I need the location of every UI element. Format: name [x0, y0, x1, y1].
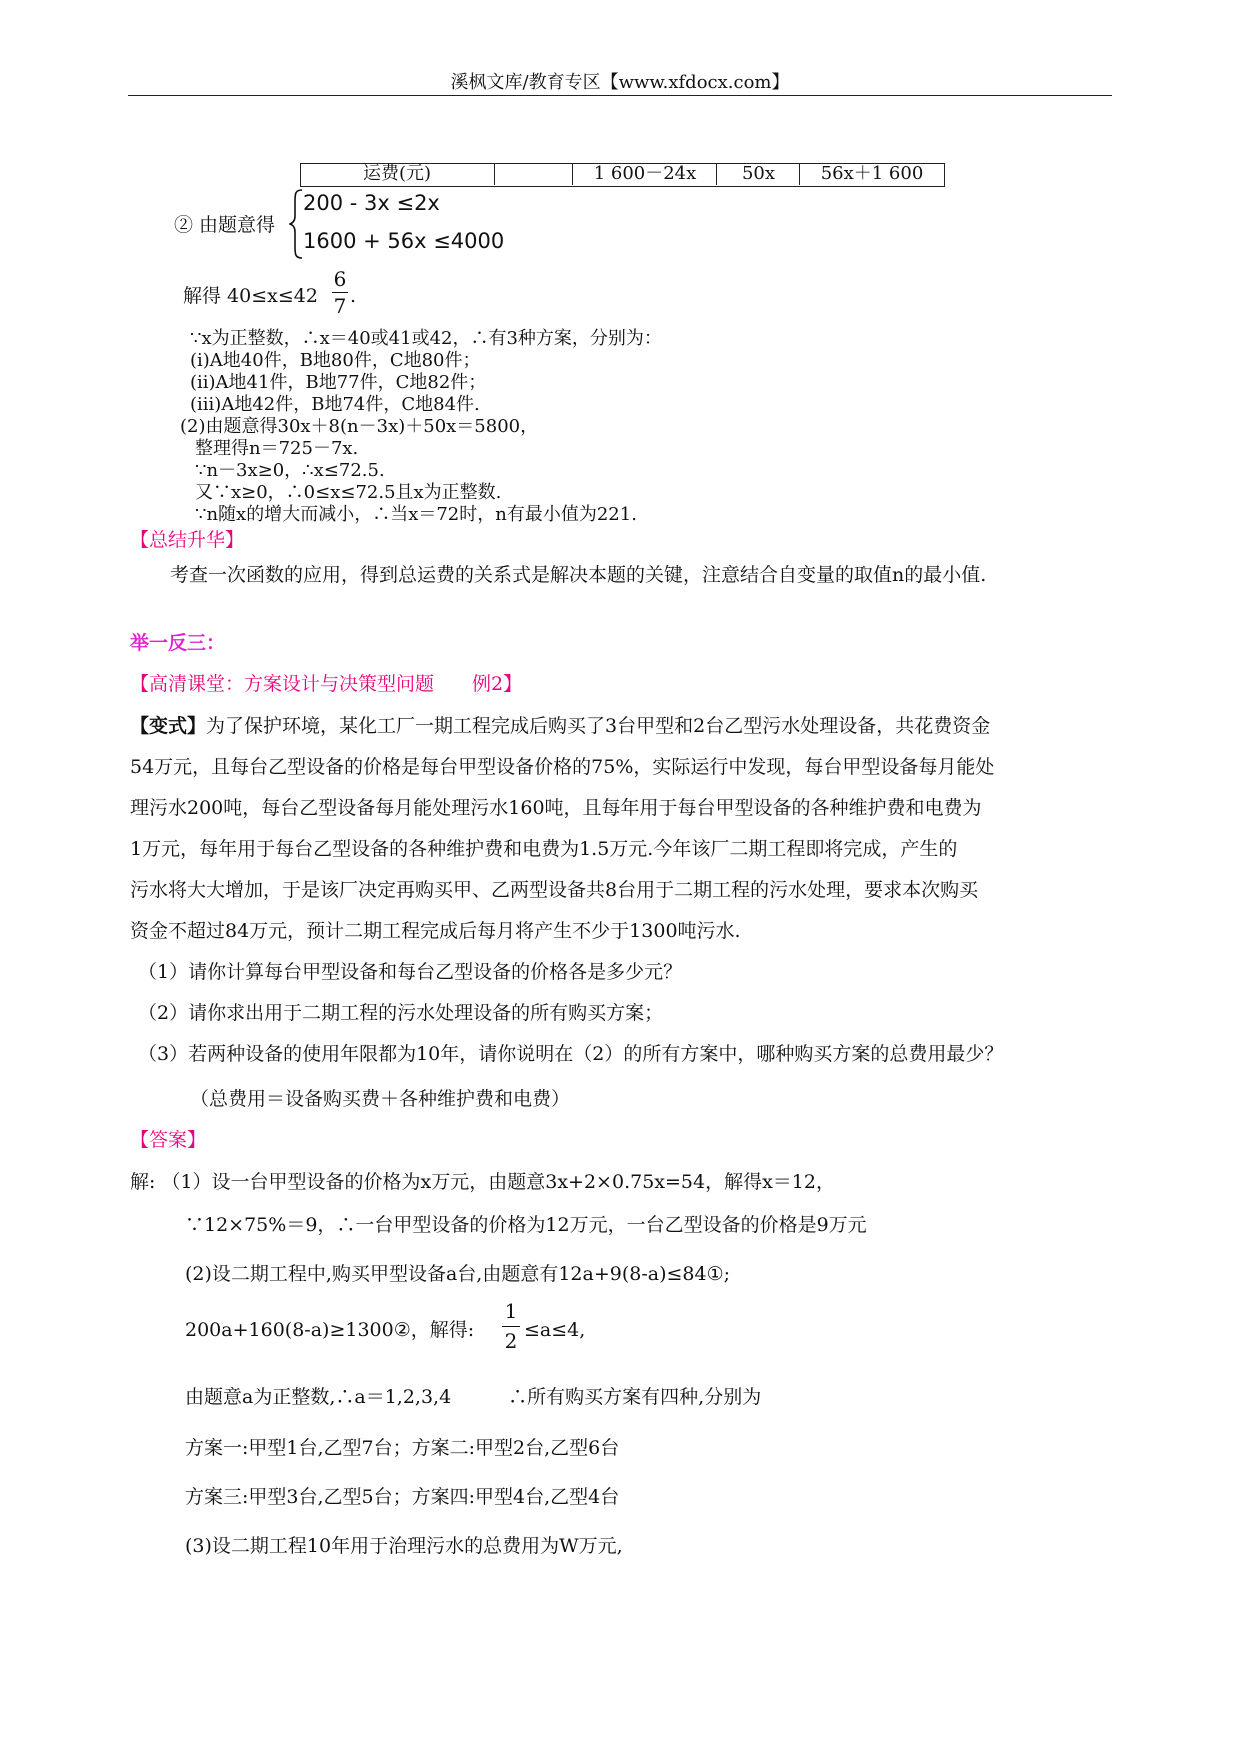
answer-fraction-den: 2 [504, 1329, 518, 1353]
answer-line: (3)设二期工程10年用于治理污水的总费用为W万元, [185, 1535, 623, 1557]
variant-tag: 【变式】 [130, 715, 207, 737]
answer-line: 由题意a为正整数,∴a＝1,2,3,4 ∴所有购买方案有四种,分别为 [185, 1386, 762, 1408]
page-header: 溪枫文库/教育专区【www.xfdocx.com】 [450, 72, 790, 93]
summary-text: 考查一次函数的应用，得到总运费的关系式是解决本题的关键，注意结合自变量的取值n的最小值. [170, 564, 987, 586]
lesson-reference: 【高清课堂：方案设计与决策型问题 例2】 [130, 673, 523, 695]
inequality-2: 1600 + 56x ≤4000 [303, 229, 505, 253]
fee-cell-label: 运费(元) [362, 163, 432, 184]
solution-line: ∵n－3x≥0，∴x≤72.5. [195, 460, 385, 481]
solve-prefix: 解得 40≤x≤42 [183, 285, 318, 307]
variant-line: 资金不超过84万元，预计二期工程完成后每月将产生不少于1300吨污水. [130, 920, 741, 942]
fee-cell-blank [494, 163, 573, 185]
solve-suffix: . [350, 285, 357, 307]
answer-line: ∵12×75%＝9，∴一台甲型设备的价格为12万元，一台乙型设备的价格是9万元 [185, 1214, 867, 1236]
variant-text: 为了保护环境，某化工厂一期工程完成后购买了3台甲型和2台乙型污水处理设备，共花费资金 [206, 715, 991, 737]
solution-line: 又∵x≥0，∴0≤x≤72.5且x为正整数. [195, 482, 502, 503]
answer-heading: 【答案】 [130, 1129, 207, 1151]
fee-cell-b: 50x [716, 163, 800, 185]
answer-line-suffix: ≤a≤4, [524, 1319, 586, 1341]
solution-line: (ⅱ)A地41件，B地77件，C地82件； [190, 372, 487, 393]
answer-line: (2)设二期工程中,购买甲型设备a台,由题意有12a+9(8-a)≤84①; [185, 1263, 731, 1285]
variant-line: 污水将大大增加，于是该厂决定再购买甲、乙两型设备共8台用于二期工程的污水处理，要求本次购买 [130, 879, 979, 901]
answer-line: 解: （1）设一台甲型设备的价格为x万元，由题意3x+2×0.75x=54，解得x＝12， [130, 1171, 835, 1193]
solution-line: (2)由题意得30x＋8(n－3x)＋50x＝5800， [180, 416, 539, 437]
system-prefix: ② 由题意得 [174, 214, 276, 236]
solution-line: 整理得n＝725－7x. [195, 438, 359, 459]
question-2: （2）请你求出用于二期工程的污水处理设备的所有购买方案； [138, 1002, 664, 1024]
answer-line: 方案一:甲型1台,乙型7台；方案二:甲型2台,乙型6台 [185, 1437, 620, 1459]
solution-line: ∵x为正整数，∴x＝40或41或42，∴有3种方案，分别为： [190, 328, 662, 349]
fee-cell-a: 1 600－24x [572, 163, 717, 185]
solution-line: (ⅲ)A地42件，B地74件，C地84件. [190, 394, 480, 415]
answer-line: 方案三:甲型3台,乙型5台；方案四:甲型4台,乙型4台 [185, 1486, 620, 1508]
variant-line: 理污水200吨，每台乙型设备每月能处理污水160吨，且每年用于每台甲型设备的各种维护费和电费为 [130, 797, 982, 819]
answer-line-prefix: 200a+160(8-a)≥1300②，解得: [185, 1319, 475, 1341]
answer-fraction-num: 1 [504, 1299, 518, 1323]
solution-line: (ⅰ)A地40件，B地80件，C地80件； [190, 350, 481, 371]
question-1: （1）请你计算每台甲型设备和每台乙型设备的价格各是多少元？ [138, 961, 683, 983]
header-rule [128, 95, 1112, 96]
fee-cell-c: 56x＋1 600 [799, 163, 944, 185]
summary-heading: 【总结升华】 [130, 529, 245, 551]
answer-fraction-bar [502, 1326, 520, 1327]
solve-fraction-den: 7 [333, 294, 347, 318]
variant-line: 54万元，且每台乙型设备的价格是每台甲型设备价格的75%，实际运行中发现，每台甲型设备每月能处 [130, 756, 995, 778]
juyi-heading: 举一反三： [130, 632, 226, 654]
brace-icon [289, 188, 303, 260]
variant-line: 1万元，每年用于每台乙型设备的各种维护费和电费为1.5万元.今年该厂二期工程即将完成，产生的 [130, 838, 958, 860]
question-3: （3）若两种设备的使用年限都为10年，请你说明在（2）的所有方案中，哪种购买方案的总费用最少？ [138, 1043, 1004, 1065]
solve-fraction-bar [332, 292, 348, 293]
solution-line: ∵n随x的增大而减小，∴当x＝72时，n有最小值为221. [195, 504, 637, 525]
variant-line-1 [130, 714, 990, 738]
solve-fraction-num: 6 [333, 267, 347, 291]
question-note: （总费用＝设备购买费＋各种维护费和电费） [190, 1088, 571, 1110]
inequality-1: 200 - 3x ≤2x [303, 191, 440, 215]
